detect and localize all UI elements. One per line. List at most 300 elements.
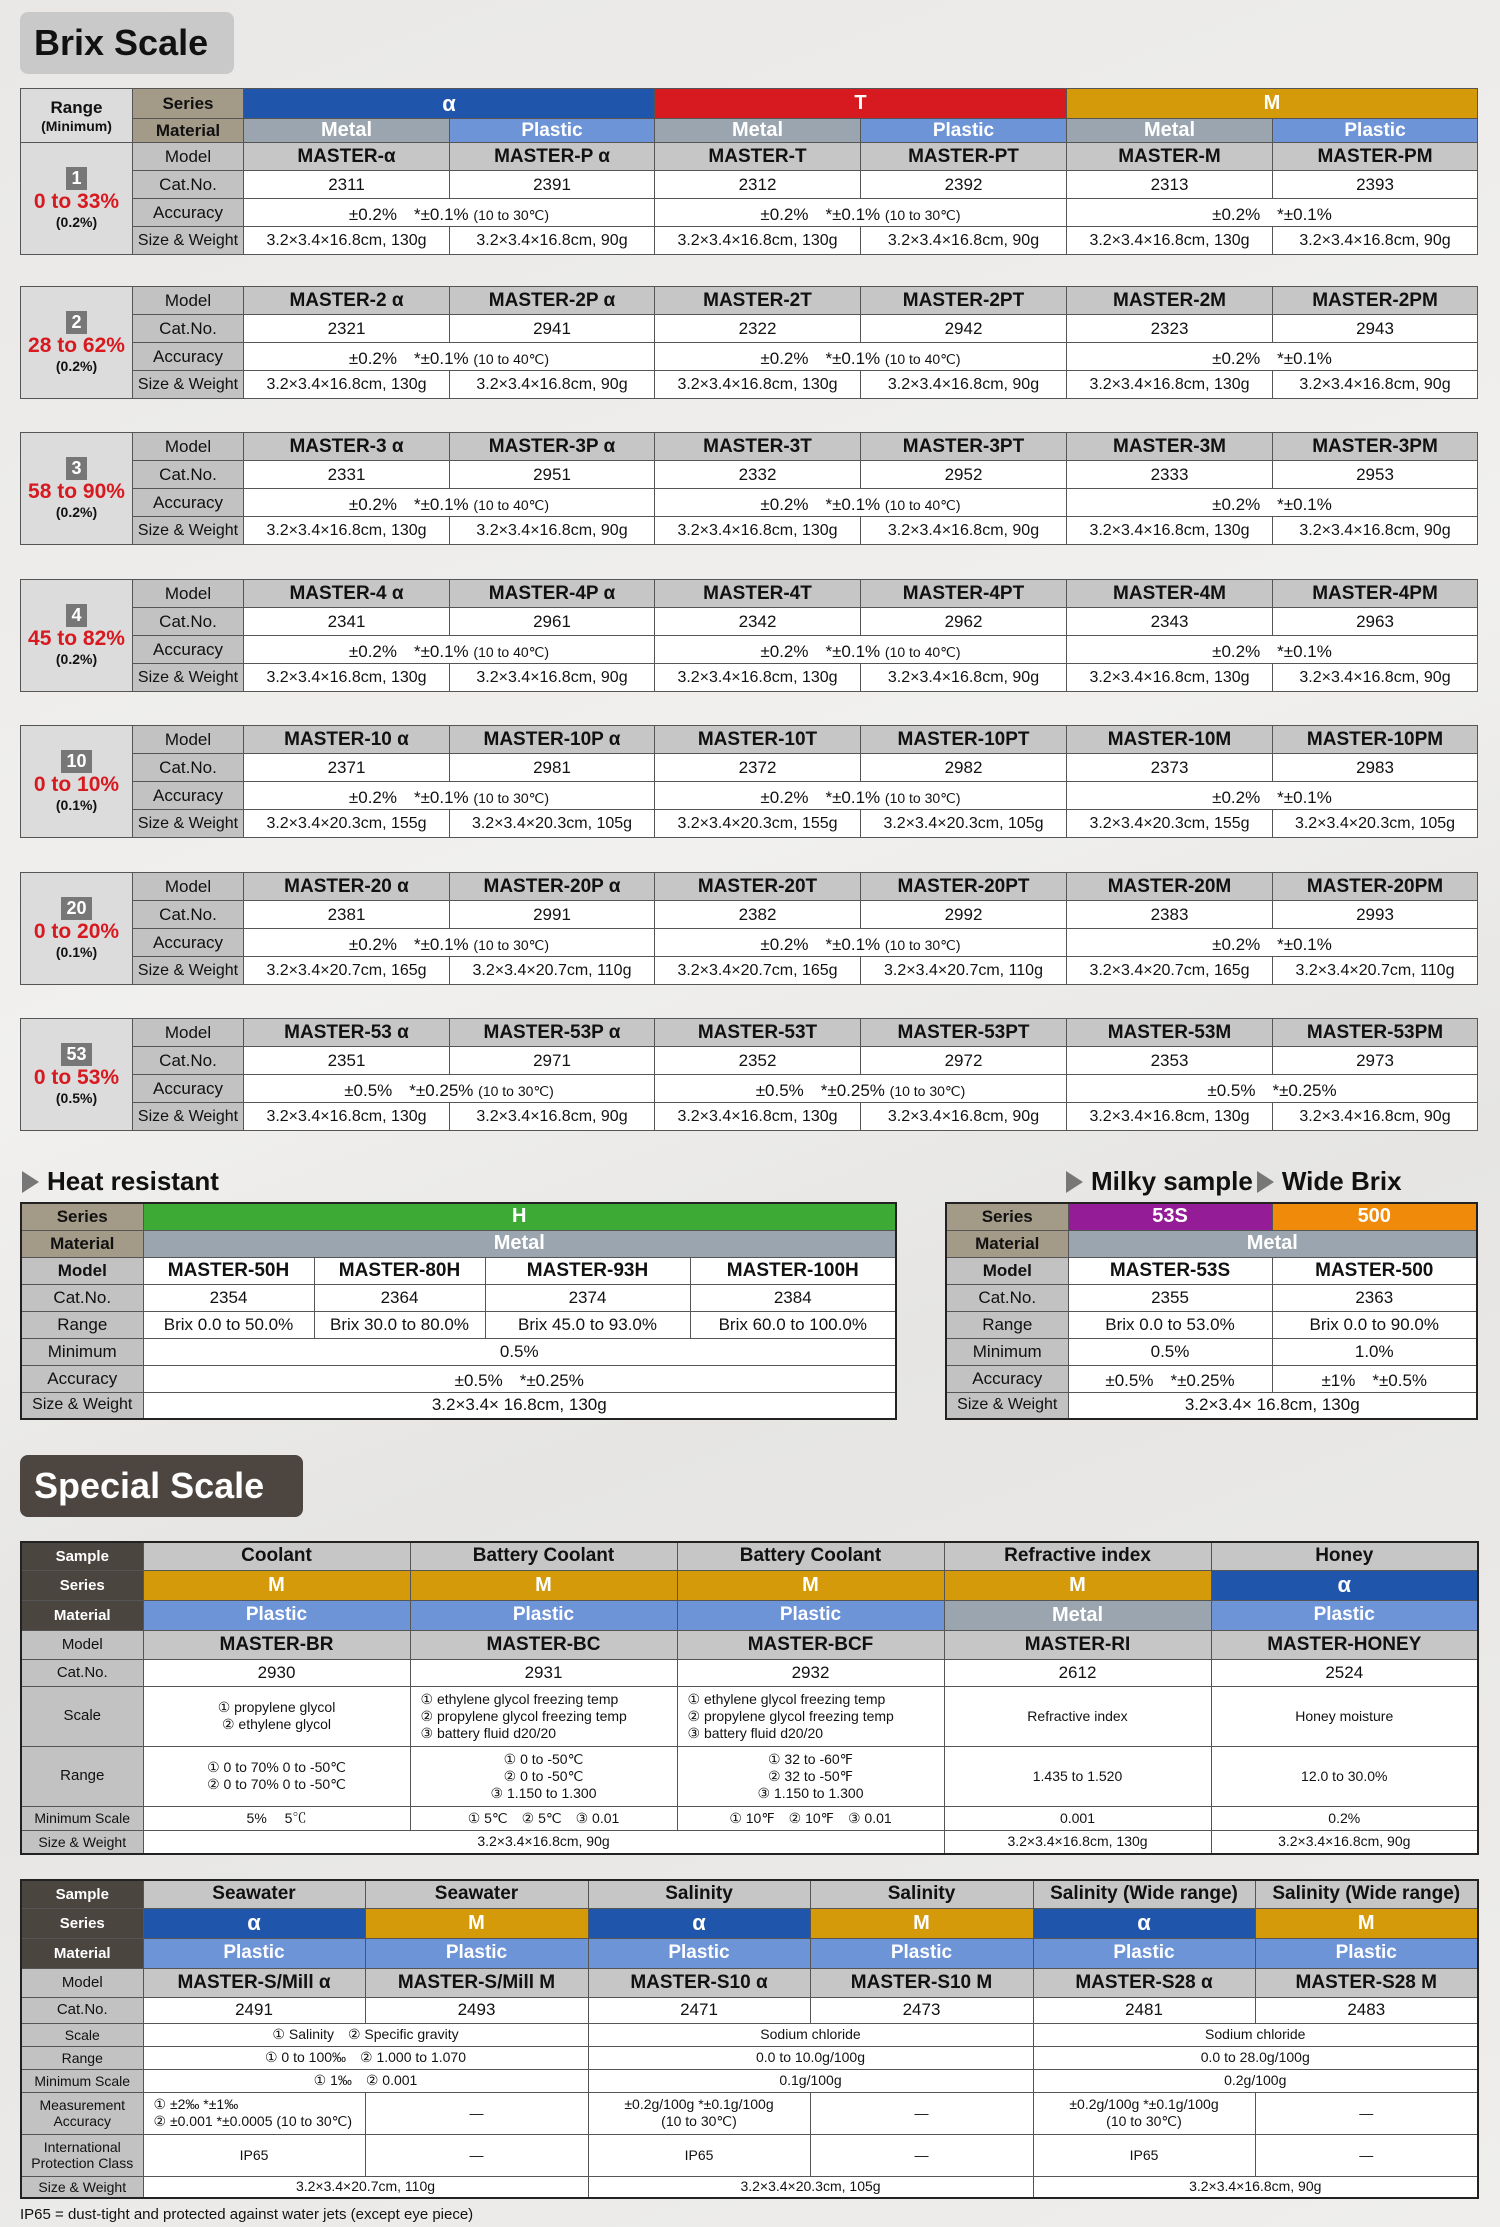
size-value: 3.2×3.4×16.8cm, 90g — [450, 517, 655, 545]
minimum-scale-value: ① 1‰ ② 0.001 — [143, 2069, 588, 2092]
sample-name: Coolant — [143, 1542, 410, 1570]
size-value: 3.2×3.4×20.3cm, 155g — [655, 810, 861, 838]
size-value: 3.2×3.4×16.8cm, 90g — [1273, 371, 1478, 399]
range-value: 0 to 10% — [33, 773, 120, 796]
model-name: MASTER-20P α — [450, 873, 655, 901]
special-scale-title: Special Scale — [20, 1455, 303, 1517]
model-name: MASTER-4 α — [244, 580, 450, 608]
model-name: MASTER-T — [655, 143, 861, 171]
catno-value: 2351 — [244, 1047, 450, 1075]
sample-name: Refractive index — [944, 1542, 1211, 1570]
catno-value: 2991 — [450, 901, 655, 929]
range-minimum: (0.1%) — [55, 944, 98, 960]
range-value: 12.0 to 30.0% — [1211, 1746, 1478, 1806]
size-value: 3.2×3.4×16.8cm, 90g — [450, 1103, 655, 1131]
range-number: 2 — [66, 311, 86, 334]
model-name: MASTER-M — [1067, 143, 1273, 171]
catno-value: 2383 — [1067, 901, 1273, 929]
size-value: 3.2×3.4×16.8cm, 90g — [450, 664, 655, 692]
sample-name: Battery Coolant — [677, 1542, 944, 1570]
model-name: MASTER-S/Mill M — [365, 1968, 588, 1997]
series-label: Series — [21, 1908, 143, 1938]
material-plastic: Plastic — [450, 119, 655, 143]
catno-value: 2355 — [1068, 1284, 1272, 1311]
catno-value: 2372 — [655, 754, 861, 782]
size-value: 3.2×3.4×16.8cm, 130g — [655, 664, 861, 692]
size-value: 3.2×3.4×16.8cm, 130g — [1067, 1103, 1273, 1131]
model-label: Model — [133, 580, 244, 608]
accuracy-value: ±0.2% *±0.1% (10 to 30℃) — [244, 782, 655, 810]
accuracy-value: ±0.2g/100g *±0.1g/100g (10 to 30℃) — [588, 2092, 810, 2134]
model-name: MASTER-10T — [655, 726, 861, 754]
accuracy-value: ±0.2% *±0.1% (10 to 40℃) — [655, 343, 1067, 371]
protection-value: — — [1255, 2134, 1478, 2176]
accuracy-label: Accuracy — [133, 782, 244, 810]
model-name: MASTER-53PT — [861, 1019, 1067, 1047]
material-plastic: Plastic — [677, 1600, 944, 1630]
size-value: 3.2×3.4×16.8cm, 90g — [861, 1103, 1067, 1131]
catno-value: 2982 — [861, 754, 1067, 782]
catno-value: 2313 — [1067, 171, 1273, 199]
catno-value: 2993 — [1273, 901, 1478, 929]
accuracy-value: ±0.2% *±0.1% (10 to 30℃) — [244, 929, 655, 957]
model-name: MASTER-93H — [485, 1257, 690, 1284]
triangle-icon — [22, 1171, 39, 1193]
range-number: 53 — [61, 1043, 91, 1066]
model-name: MASTER-20T — [655, 873, 861, 901]
model-name: MASTER-S28 M — [1255, 1968, 1478, 1997]
catno-value: 2381 — [244, 901, 450, 929]
catno-value: 2352 — [655, 1047, 861, 1075]
series-m: M — [944, 1570, 1211, 1600]
accuracy-value: ±0.2% *±0.1% (10 to 40℃) — [655, 636, 1067, 664]
size-value: 3.2×3.4×20.3cm, 105g — [1273, 810, 1478, 838]
size-value: 3.2×3.4×16.8cm, 130g — [655, 1103, 861, 1131]
accuracy-value: ±0.2g/100g *±0.1g/100g (10 to 30℃) — [1033, 2092, 1255, 2134]
minimum-scale-value: 0.001 — [944, 1806, 1211, 1830]
size-label: Size & Weight — [21, 1830, 143, 1854]
accuracy-label: Accuracy — [133, 636, 244, 664]
range-value: ① 0 to -50℃ ② 0 to -50℃ ③ 1.150 to 1.300 — [410, 1746, 677, 1806]
model-name: MASTER-4M — [1067, 580, 1273, 608]
model-name: MASTER-10 α — [244, 726, 450, 754]
model-label: Model — [21, 1968, 143, 1997]
model-name: MASTER-3M — [1067, 433, 1273, 461]
accuracy-value: ±0.2% *±0.1% (10 to 30℃) — [655, 199, 1067, 227]
range-minimum: (0.5%) — [55, 1090, 98, 1106]
catno-value: 2364 — [314, 1284, 485, 1311]
size-value: 3.2×3.4×16.8cm, 130g — [655, 371, 861, 399]
range-value: 0 to 20% — [33, 920, 120, 943]
model-name: MASTER-RI — [944, 1630, 1211, 1659]
range-value: 0.0 to 28.0g/100g — [1033, 2046, 1478, 2069]
accuracy-value: ±0.5% *±0.25% — [143, 1365, 896, 1392]
series-label: Series — [133, 89, 244, 119]
catno-value: 2972 — [861, 1047, 1067, 1075]
scale-value: ① propylene glycol ② ethylene glycol — [143, 1686, 410, 1746]
material-plastic: Plastic — [143, 1600, 410, 1630]
range-value: 0.0 to 10.0g/100g — [588, 2046, 1033, 2069]
accuracy-value: ±0.2% *±0.1% — [1067, 199, 1478, 227]
range-value: ① 0 to 100‰ ② 1.000 to 1.070 — [143, 2046, 588, 2069]
material-plastic: Plastic — [1211, 1600, 1478, 1630]
size-value: 3.2×3.4×16.8cm, 90g — [1033, 2176, 1478, 2198]
range-value: ① 32 to -60℉ ② 32 to -50℉ ③ 1.150 to 1.300 — [677, 1746, 944, 1806]
accuracy-value: ±0.5% *±0.25% (10 to 30℃) — [655, 1075, 1067, 1103]
accuracy-value: ±0.2% *±0.1% — [1067, 636, 1478, 664]
model-name: MASTER-BC — [410, 1630, 677, 1659]
catno-value: 2930 — [143, 1659, 410, 1686]
material-metal: Metal — [944, 1600, 1211, 1630]
model-name: MASTER-3P α — [450, 433, 655, 461]
heat-resistant-table — [20, 1202, 897, 1420]
minimum-label: Minimum — [946, 1338, 1068, 1365]
size-value: 3.2×3.4×20.7cm, 165g — [1067, 957, 1273, 985]
accuracy-value: — — [810, 2092, 1033, 2134]
size-label: Size & Weight — [133, 664, 244, 692]
catno-value: 2373 — [1067, 754, 1273, 782]
model-name: MASTER-53 α — [244, 1019, 450, 1047]
accuracy-value: ±0.2% *±0.1% — [1067, 929, 1478, 957]
size-label: Size & Weight — [133, 957, 244, 985]
model-name: MASTER-53PM — [1273, 1019, 1478, 1047]
catno-value: 2962 — [861, 608, 1067, 636]
size-value: 3.2×3.4×16.8cm, 90g — [143, 1830, 944, 1854]
sample-name: Seawater — [143, 1880, 365, 1908]
material-plastic: Plastic — [588, 1938, 810, 1968]
protection-value: IP65 — [143, 2134, 365, 2176]
material-metal: Metal — [143, 1230, 896, 1257]
size-label: Size & Weight — [133, 371, 244, 399]
range-value: Brix 30.0 to 80.0% — [314, 1311, 485, 1338]
series-alpha: α — [244, 89, 655, 119]
minimum-scale-value: ① 10℉ ② 10℉ ③ 0.01 — [677, 1806, 944, 1830]
model-label: Model — [21, 1257, 143, 1284]
catno-value: 2332 — [655, 461, 861, 489]
accuracy-value: ① ±2‰ *±1‰ ② ±0.001 *±0.0005 (10 to 30℃) — [143, 2092, 365, 2134]
catno-value: 2524 — [1211, 1659, 1478, 1686]
model-label: Model — [133, 726, 244, 754]
model-name: MASTER-BR — [143, 1630, 410, 1659]
size-value: 3.2×3.4×16.8cm, 130g — [1067, 664, 1273, 692]
catno-value: 2471 — [588, 1997, 810, 2023]
series-label: Series — [946, 1203, 1068, 1230]
minimum-scale-label: Minimum Scale — [21, 2069, 143, 2092]
catno-value: 2343 — [1067, 608, 1273, 636]
sample-name: Battery Coolant — [410, 1542, 677, 1570]
size-value: 3.2×3.4×16.8cm, 90g — [1273, 1103, 1478, 1131]
special-table-2 — [20, 1879, 1479, 2199]
size-value: 3.2×3.4×16.8cm, 130g — [244, 664, 450, 692]
accuracy-label: Accuracy — [133, 199, 244, 227]
model-name: MASTER-4PT — [861, 580, 1067, 608]
accuracy-value: ±0.2% *±0.1% (10 to 40℃) — [244, 636, 655, 664]
catno-value: 2321 — [244, 315, 450, 343]
range-cell — [21, 433, 133, 545]
material-plastic: Plastic — [1273, 119, 1478, 143]
sample-name: Salinity — [810, 1880, 1033, 1908]
series-alpha: α — [588, 1908, 810, 1938]
catno-value: 2393 — [1273, 171, 1478, 199]
series-m: M — [365, 1908, 588, 1938]
size-value: 3.2×3.4×16.8cm, 90g — [861, 371, 1067, 399]
size-value: 3.2×3.4×16.8cm, 130g — [1067, 227, 1273, 255]
range-number: 1 — [66, 167, 86, 190]
minimum-scale-value: 0.2g/100g — [1033, 2069, 1478, 2092]
catno-value: 2953 — [1273, 461, 1478, 489]
material-label: Material — [21, 1230, 143, 1257]
minimum-label: Minimum — [21, 1338, 143, 1365]
accuracy-value: ±0.2% *±0.1% — [1067, 489, 1478, 517]
range-value: Brix 0.0 to 50.0% — [143, 1311, 314, 1338]
material-plastic: Plastic — [810, 1938, 1033, 1968]
catno-label: Cat.No. — [21, 1997, 143, 2023]
series-m: M — [143, 1570, 410, 1600]
catno-value: 2961 — [450, 608, 655, 636]
model-name: MASTER-4P α — [450, 580, 655, 608]
brix-table-group-7 — [20, 1018, 1478, 1131]
catno-label: Cat.No. — [21, 1284, 143, 1311]
catno-value: 2983 — [1273, 754, 1478, 782]
size-value: 3.2×3.4× 16.8cm, 130g — [143, 1392, 896, 1419]
protection-value: — — [365, 2134, 588, 2176]
series-53s: 53S — [1068, 1203, 1272, 1230]
protection-value: IP65 — [1033, 2134, 1255, 2176]
size-value: 3.2×3.4×16.8cm, 130g — [655, 517, 861, 545]
protection-value: IP65 — [588, 2134, 810, 2176]
range-value: 58 to 90% — [28, 480, 125, 503]
size-value: 3.2×3.4×20.3cm, 105g — [861, 810, 1067, 838]
model-label: Model — [133, 433, 244, 461]
series-m: M — [677, 1570, 944, 1600]
catno-value: 2992 — [861, 901, 1067, 929]
size-value: 3.2×3.4×16.8cm, 130g — [244, 371, 450, 399]
brix-table-group-1 — [20, 88, 1478, 255]
catno-value: 2384 — [690, 1284, 896, 1311]
range-header: Range (Minimum) — [21, 89, 133, 143]
range-minimum: (0.2%) — [55, 358, 98, 374]
catno-value: 2943 — [1273, 315, 1478, 343]
model-name: MASTER-10PM — [1273, 726, 1478, 754]
model-name: MASTER-PT — [861, 143, 1067, 171]
material-metal: Metal — [1068, 1230, 1477, 1257]
accuracy-value: — — [365, 2092, 588, 2134]
catno-label: Cat.No. — [133, 315, 244, 343]
catno-label: Cat.No. — [133, 608, 244, 636]
material-label: Material — [133, 119, 244, 143]
accuracy-value: ±0.2% *±0.1% (10 to 30℃) — [655, 929, 1067, 957]
model-name: MASTER-2T — [655, 287, 861, 315]
catno-value: 2952 — [861, 461, 1067, 489]
catno-value: 2354 — [143, 1284, 314, 1311]
model-name: MASTER-10PT — [861, 726, 1067, 754]
model-name: MASTER-3 α — [244, 433, 450, 461]
catno-value: 2483 — [1255, 1997, 1478, 2023]
size-label: Size & Weight — [133, 517, 244, 545]
material-plastic: Plastic — [365, 1938, 588, 1968]
range-cell — [21, 1019, 133, 1131]
model-name: MASTER-S10 α — [588, 1968, 810, 1997]
range-value: Brix 0.0 to 53.0% — [1068, 1311, 1272, 1338]
material-plastic: Plastic — [143, 1938, 365, 1968]
sample-name: Salinity — [588, 1880, 810, 1908]
catno-value: 2931 — [410, 1659, 677, 1686]
range-number: 20 — [61, 897, 91, 920]
size-value: 3.2×3.4×16.8cm, 90g — [861, 517, 1067, 545]
size-value: 3.2×3.4×16.8cm, 130g — [244, 227, 450, 255]
size-value: 3.2×3.4×16.8cm, 130g — [1067, 371, 1273, 399]
catno-value: 2491 — [143, 1997, 365, 2023]
minimum-scale-value: 0.1g/100g — [588, 2069, 1033, 2092]
catno-label: Cat.No. — [133, 901, 244, 929]
model-label: Model — [133, 873, 244, 901]
model-name: MASTER-50H — [143, 1257, 314, 1284]
accuracy-label: Accuracy — [946, 1365, 1068, 1392]
triangle-icon — [1066, 1171, 1083, 1193]
minimum-scale-value: ① 5℃ ② 5℃ ③ 0.01 — [410, 1806, 677, 1830]
series-500: 500 — [1272, 1203, 1477, 1230]
accuracy-value: ±0.5% *±0.25% (10 to 30℃) — [244, 1075, 655, 1103]
material-label: Material — [21, 1938, 143, 1968]
series-alpha: α — [1033, 1908, 1255, 1938]
model-name: MASTER-S10 M — [810, 1968, 1033, 1997]
model-name: MASTER-4PM — [1273, 580, 1478, 608]
range-label: Range — [21, 1746, 143, 1806]
range-cell — [21, 143, 133, 255]
series-m: M — [410, 1570, 677, 1600]
size-value: 3.2×3.4×20.7cm, 110g — [1273, 957, 1478, 985]
scale-value: Sodium chloride — [588, 2023, 1033, 2046]
sample-label: Sample — [21, 1542, 143, 1570]
range-cell — [21, 287, 133, 399]
accuracy-label: Accuracy — [133, 489, 244, 517]
range-value: 1.435 to 1.520 — [944, 1746, 1211, 1806]
sample-name: Seawater — [365, 1880, 588, 1908]
triangle-icon — [1257, 1171, 1274, 1193]
catno-value: 2612 — [944, 1659, 1211, 1686]
model-name: MASTER-80H — [314, 1257, 485, 1284]
brix-table-group-2 — [20, 286, 1478, 399]
range-value: 45 to 82% — [28, 627, 125, 650]
catno-value: 2941 — [450, 315, 655, 343]
model-name: MASTER-10P α — [450, 726, 655, 754]
material-plastic: Plastic — [410, 1600, 677, 1630]
accuracy-value: ±0.2% *±0.1% — [1067, 782, 1478, 810]
model-name: MASTER-20PT — [861, 873, 1067, 901]
model-name: MASTER-53T — [655, 1019, 861, 1047]
range-minimum: (0.2%) — [55, 651, 98, 667]
model-name: MASTER-53P α — [450, 1019, 655, 1047]
material-metal: Metal — [244, 119, 450, 143]
range-number: 10 — [61, 750, 91, 773]
catno-label: Cat.No. — [133, 1047, 244, 1075]
model-name: MASTER-2 α — [244, 287, 450, 315]
minimum-value: 0.5% — [143, 1338, 896, 1365]
size-value: 3.2×3.4×16.8cm, 130g — [655, 227, 861, 255]
model-name: MASTER-S28 α — [1033, 1968, 1255, 1997]
catno-value: 2382 — [655, 901, 861, 929]
size-value: 3.2×3.4×16.8cm, 90g — [450, 227, 655, 255]
protection-value: — — [810, 2134, 1033, 2176]
model-name: MASTER-BCF — [677, 1630, 944, 1659]
accuracy-label: Measurement Accuracy — [21, 2092, 143, 2134]
catno-value: 2333 — [1067, 461, 1273, 489]
model-name: MASTER-10M — [1067, 726, 1273, 754]
footnote: IP65 = dust-tight and protected against water jets (except eye piece) — [20, 2206, 474, 2223]
size-label: Size & Weight — [133, 1103, 244, 1131]
series-alpha: α — [1211, 1570, 1478, 1600]
size-value: 3.2×3.4×16.8cm, 130g — [1067, 517, 1273, 545]
catno-value: 2371 — [244, 754, 450, 782]
heat-resistant-title: Heat resistant — [22, 1166, 219, 1197]
model-label: Model — [133, 1019, 244, 1047]
catno-label: Cat.No. — [133, 754, 244, 782]
range-value: Brix 60.0 to 100.0% — [690, 1311, 896, 1338]
range-label: Range — [21, 2046, 143, 2069]
range-value: Brix 45.0 to 93.0% — [485, 1311, 690, 1338]
minimum-value: 1.0% — [1272, 1338, 1477, 1365]
range-minimum: (0.2%) — [55, 214, 98, 230]
range-cell — [21, 873, 133, 985]
catno-value: 2312 — [655, 171, 861, 199]
size-value: 3.2×3.4×20.3cm, 155g — [1067, 810, 1273, 838]
range-number: 4 — [66, 604, 86, 627]
series-t: T — [655, 89, 1067, 119]
accuracy-value: ±1% *±0.5% — [1272, 1365, 1477, 1392]
catno-value: 2493 — [365, 1997, 588, 2023]
catno-value: 2341 — [244, 608, 450, 636]
size-value: 3.2×3.4×16.8cm, 130g — [244, 517, 450, 545]
range-label: Range — [21, 1311, 143, 1338]
series-m: M — [1067, 89, 1478, 119]
size-value: 3.2×3.4×16.8cm, 90g — [450, 371, 655, 399]
size-label: Size & Weight — [21, 1392, 143, 1419]
model-name: MASTER-20PM — [1273, 873, 1478, 901]
size-value: 3.2×3.4×20.3cm, 105g — [588, 2176, 1033, 2198]
size-label: Size & Weight — [133, 227, 244, 255]
catno-value: 2973 — [1273, 1047, 1478, 1075]
scale-value: Refractive index — [944, 1686, 1211, 1746]
material-plastic: Plastic — [1033, 1938, 1255, 1968]
accuracy-value: ±0.2% *±0.1% — [1067, 343, 1478, 371]
model-name: MASTER-4T — [655, 580, 861, 608]
scale-value: Sodium chloride — [1033, 2023, 1478, 2046]
series-m: M — [810, 1908, 1033, 1938]
size-value: 3.2×3.4×20.7cm, 110g — [861, 957, 1067, 985]
sample-name: Salinity (Wide range) — [1033, 1880, 1255, 1908]
scale-value: ① ethylene glycol freezing temp ② propylene glycol freezing temp ③ battery fluid d20/20 — [410, 1686, 677, 1746]
range-value: Brix 0.0 to 90.0% — [1272, 1311, 1477, 1338]
catno-value: 2353 — [1067, 1047, 1273, 1075]
size-label: Size & Weight — [946, 1392, 1068, 1419]
model-name: MASTER-2PT — [861, 287, 1067, 315]
model-name: MASTER-53M — [1067, 1019, 1273, 1047]
accuracy-label: Accuracy — [133, 1075, 244, 1103]
range-value: 0 to 53% — [33, 1066, 120, 1089]
catno-value: 2963 — [1273, 608, 1478, 636]
range-cell — [21, 726, 133, 838]
milky-wide-title: Milky sample Wide Brix — [1066, 1166, 1402, 1197]
catno-value: 2322 — [655, 315, 861, 343]
catno-value: 2363 — [1272, 1284, 1477, 1311]
size-value: 3.2×3.4×16.8cm, 90g — [861, 664, 1067, 692]
catno-value: 2481 — [1033, 1997, 1255, 2023]
range-cell — [21, 580, 133, 692]
material-plastic: Plastic — [1255, 1938, 1478, 1968]
scale-label: Scale — [21, 1686, 143, 1746]
catno-value: 2311 — [244, 171, 450, 199]
series-label: Series — [21, 1570, 143, 1600]
